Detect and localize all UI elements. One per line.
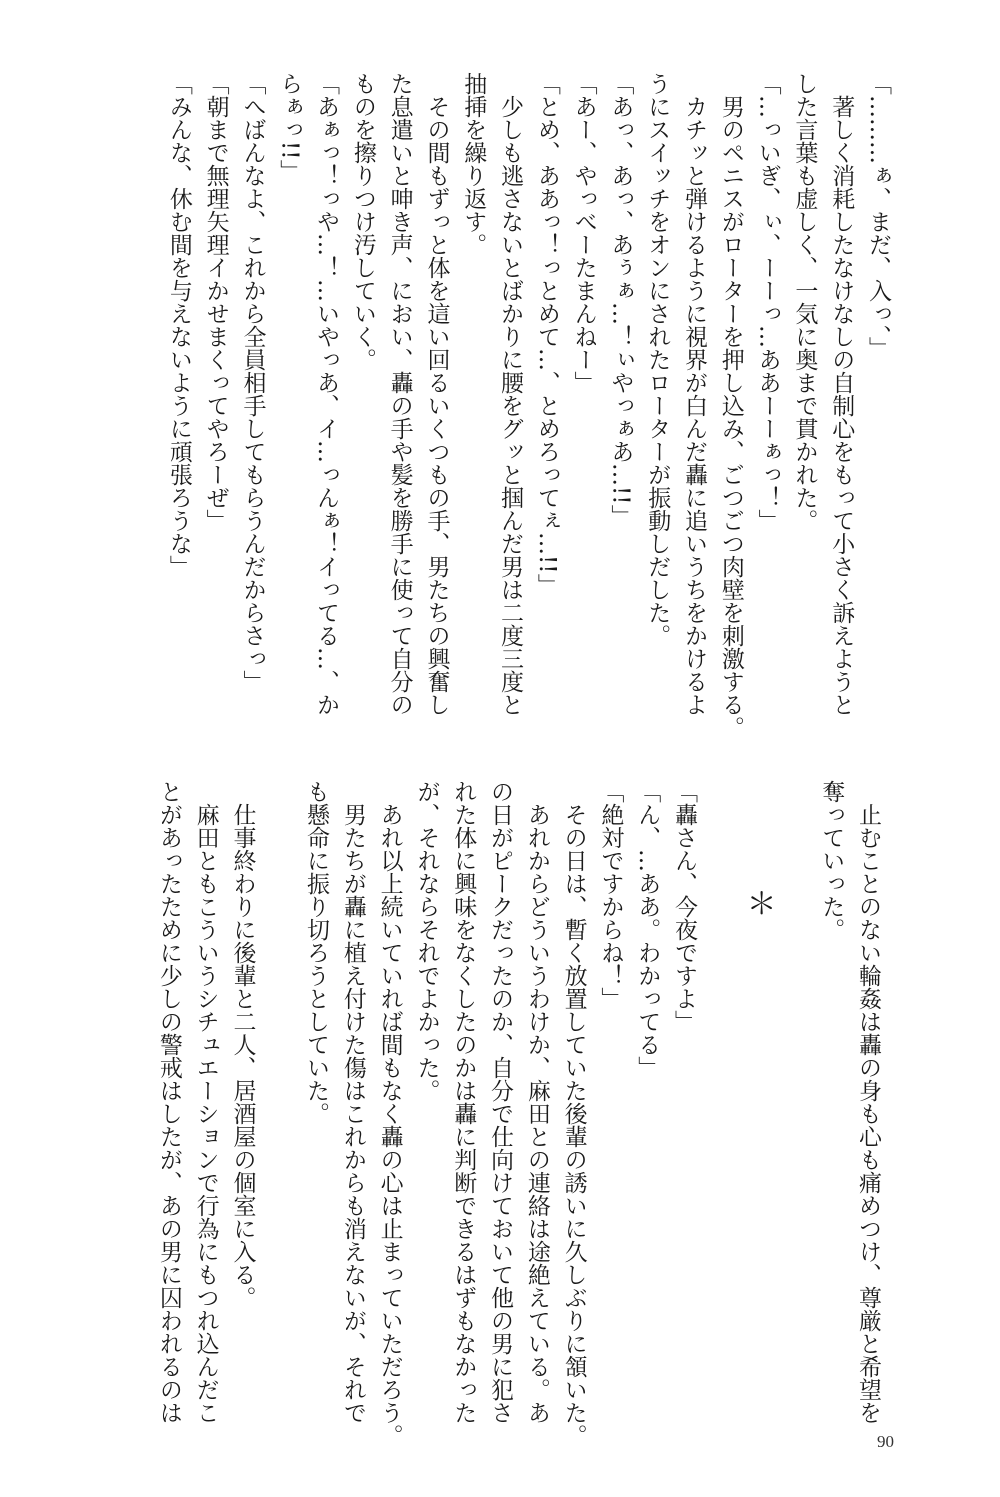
text-line: あれ以上続いていれば間もなく轟の心は止まっていただろう。 <box>376 780 403 1447</box>
text-line: 麻田ともこういうシチュエーションで行為にもつれ込んだこ <box>192 780 219 1424</box>
text-line: らぁっ!!」 <box>276 72 303 183</box>
text-line: も懸命に振り切ろうとしていた。 <box>303 780 330 1125</box>
text-line: 男のペニスがローターを押し込み、ごつごつ肉壁を刺激する。 <box>717 72 744 739</box>
text-block-bottom <box>150 780 886 1447</box>
text-line: た息遣いと呻き声、におい、轟の手や髪を勝手に使って自分の <box>386 72 413 716</box>
text-line: が、それならそれでよかった。 <box>413 780 440 1102</box>
text-line: とがあったために少しの警戒はしたが、あの男に囚われるのは <box>155 780 182 1424</box>
text-line: 仕事終わりに後輩と二人、居酒屋の個室に入る。 <box>229 780 256 1309</box>
text-line: 「あー、やっべーたまんねー」 <box>570 72 597 394</box>
text-line: その日は、暫く放置していた後輩の誘いに久しぶりに頷いた。 <box>560 780 587 1447</box>
text-line: 著しく消耗したなけなしの自制心をもって小さく訴えようと <box>828 72 855 716</box>
text-line: 「轟さん、今夜ですよ」 <box>671 780 698 1033</box>
text-line: れた体に興味をなくしたのかは轟に判断できるはずもなかった <box>450 780 477 1424</box>
text-line: 止むことのない輪姦は轟の身も心も痛めつけ、尊厳と希望を <box>855 780 881 1424</box>
text-line: 「とめ、ああっ！っとめて…、とめろってぇ…!!」 <box>533 72 560 597</box>
text-line: その間もずっと体を這い回るいくつもの手、男たちの興奮し <box>423 72 450 716</box>
text-line: 「みんな、休む間を与えないように頑張ろうな」 <box>165 72 192 578</box>
text-block-top <box>160 72 896 739</box>
text-line: 「朝まで無理矢理イかせまくってやろーぜ」 <box>202 72 229 532</box>
page-number: 90 <box>877 1432 894 1451</box>
blank-line <box>260 780 297 1410</box>
text-line: うにスイッチをオンにされたローターが振動しだした。 <box>644 72 671 647</box>
text-line: 少しも逃さないとばかりに腰をグッと掴んだ男は二度三度と <box>497 72 524 716</box>
text-line: 「へばんなよ、これから全員相手してもらうんだからさっ」 <box>239 72 266 693</box>
text-line: 「あぁっ！っや…！…いやっあ、イ…っんぁ！イってる…、か <box>313 72 340 716</box>
text-line: 「あっ、あっ、あぅぁ…！ぃやっぁあ…!!」 <box>607 72 634 528</box>
text-line: の日がピークだったのか、自分で仕向けておいて他の男に犯さ <box>487 780 514 1424</box>
text-line: 奪っていった。 <box>818 780 845 941</box>
text-line: 「…っいぎ、ぃ、ーーっ…ああーーぁっ！」 <box>754 72 781 532</box>
text-line: カチッと弾けるように視界が白んだ轟に追いうちをかけるよ <box>681 72 708 716</box>
text-line: 抽挿を繰り返す。 <box>460 72 487 256</box>
text-line: 「絶対ですからね！」 <box>597 780 624 1010</box>
blank-line <box>776 780 813 1410</box>
text-line: した言葉も虚しく、一気に奥まで貫かれた。 <box>791 72 818 532</box>
text-line: 「ん、…ああ。わかってる」 <box>634 780 661 1079</box>
text-line: 「………ぁ、まだ、入っ、」 <box>865 72 891 360</box>
text-line: あれからどういうわけか、麻田との連絡は途絶えている。あ <box>523 780 550 1424</box>
text-line: ものを擦りつけ汚していく。 <box>349 72 376 371</box>
blank-line <box>702 780 739 1410</box>
section-break-asterisk: ＊ <box>740 888 776 918</box>
text-line: 男たちが轟に植え付けた傷はこれからも消えないが、それで <box>339 780 366 1424</box>
